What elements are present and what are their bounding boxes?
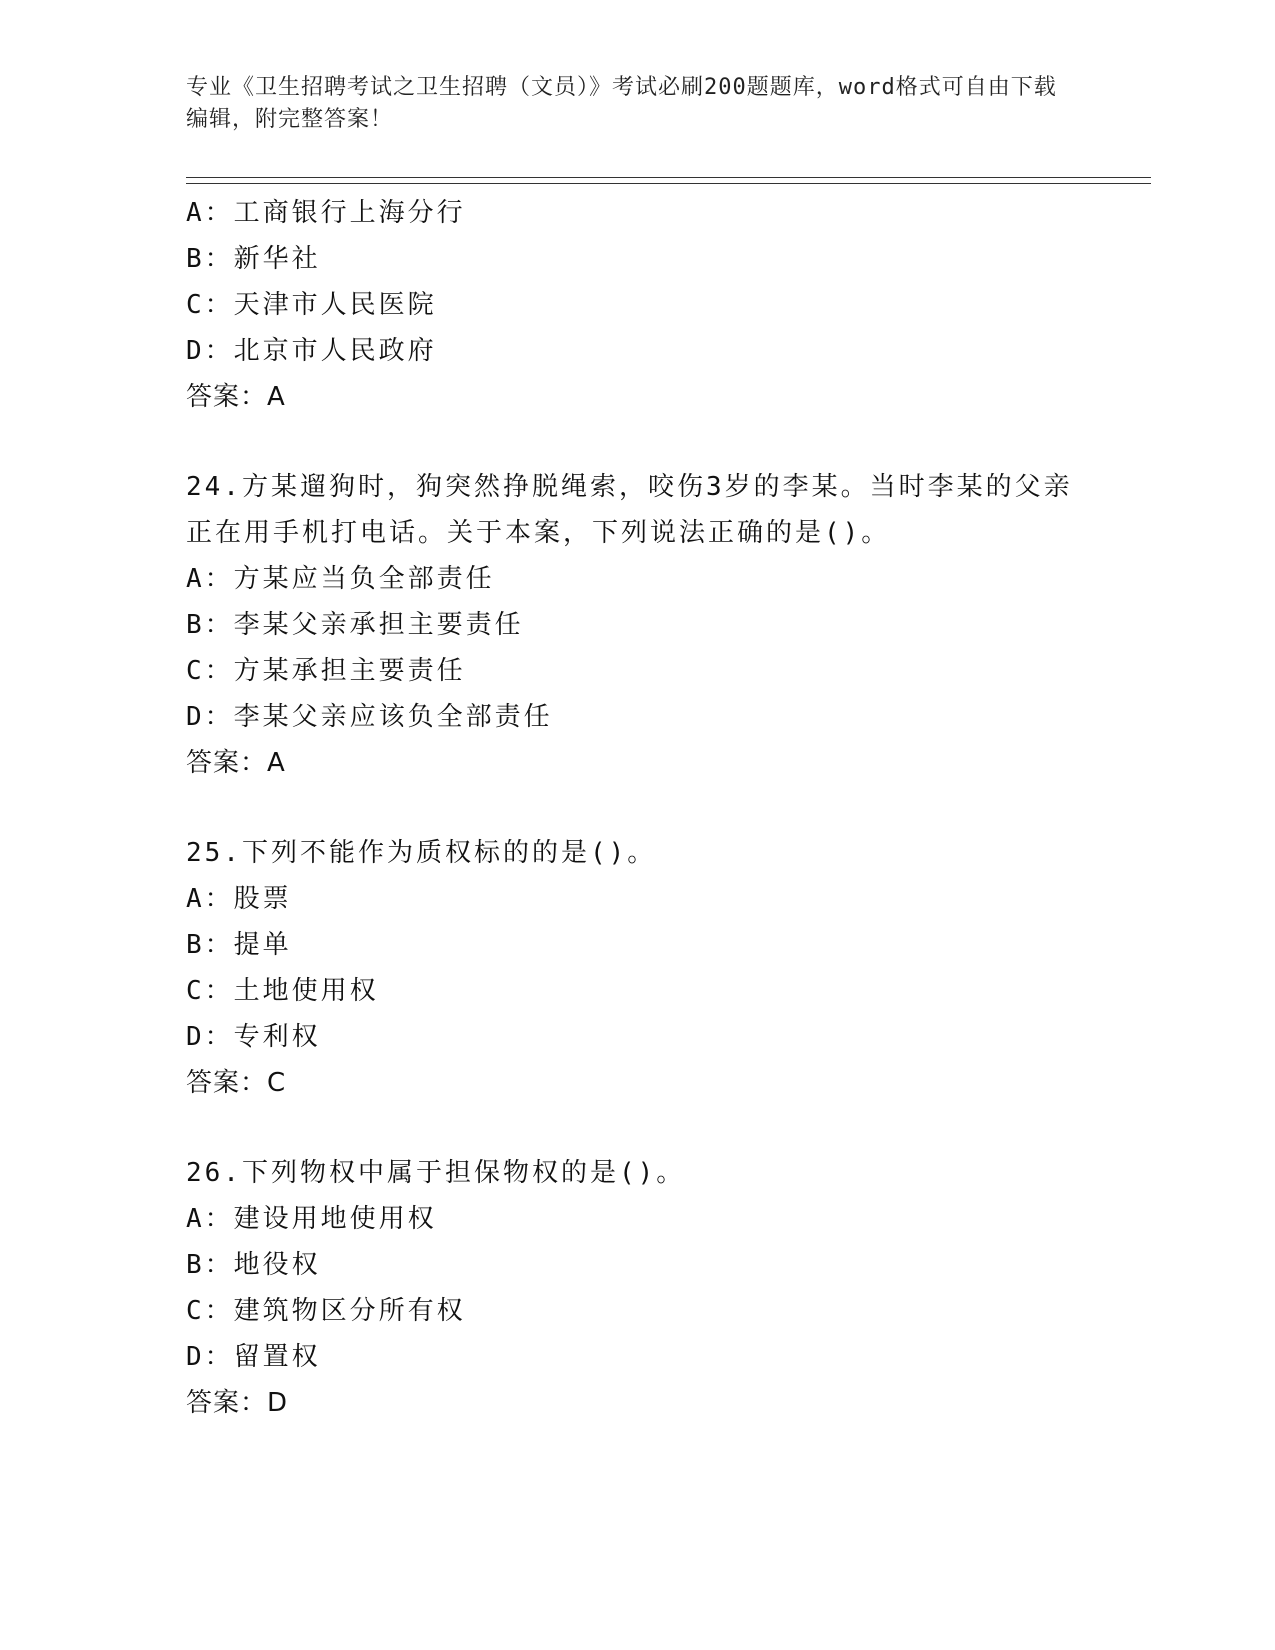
answer-line: 答案：A xyxy=(186,748,286,778)
option-c: C：建筑物区分所有权 xyxy=(186,1296,466,1326)
question-block-24 xyxy=(186,464,1116,786)
question-stem: 24.方某遛狗时，狗突然挣脱绳索，咬伤3岁的李某。当时李某的父亲 xyxy=(186,472,1073,502)
option-c: C：天津市人民医院 xyxy=(186,290,437,320)
question-block-prev xyxy=(186,190,1116,420)
option-b: B：李某父亲承担主要责任 xyxy=(186,610,524,640)
document-header: 专业《卫生招聘考试之卫生招聘（文员）》考试必刷200题题库，word格式可自由下载编辑，附完整答案！ xyxy=(186,75,1057,132)
question-stem: 25.下列不能作为质权标的的是()。 xyxy=(186,838,657,868)
answer-line: 答案：A xyxy=(186,382,286,412)
option-a: A：股票 xyxy=(186,884,292,914)
question-block-26 xyxy=(186,1150,1116,1426)
answer-line: 答案：C xyxy=(186,1068,287,1098)
option-b: B：地役权 xyxy=(186,1250,321,1280)
option-a: A：建设用地使用权 xyxy=(186,1204,437,1234)
question-block-25 xyxy=(186,830,1116,1106)
option-c: C：方某承担主要责任 xyxy=(186,656,466,686)
option-a: A：方某应当负全部责任 xyxy=(186,564,495,594)
option-a: A：工商银行上海分行 xyxy=(186,198,466,228)
option-d: D：北京市人民政府 xyxy=(186,336,437,366)
option-d: D：李某父亲应该负全部责任 xyxy=(186,702,553,732)
header-divider-bottom xyxy=(186,183,1151,184)
question-stem: 26.下列物权中属于担保物权的是()。 xyxy=(186,1158,686,1188)
question-list xyxy=(186,190,1116,1426)
option-b: B：提单 xyxy=(186,930,292,960)
option-c: C：土地使用权 xyxy=(186,976,379,1006)
header-divider-top xyxy=(186,177,1151,178)
question-stem-continued: 正在用手机打电话。关于本案，下列说法正确的是()。 xyxy=(186,518,891,548)
option-d: D：留置权 xyxy=(186,1342,321,1372)
option-b: B：新华社 xyxy=(186,244,321,274)
option-d: D：专利权 xyxy=(186,1022,321,1052)
answer-line: 答案：D xyxy=(186,1388,289,1418)
